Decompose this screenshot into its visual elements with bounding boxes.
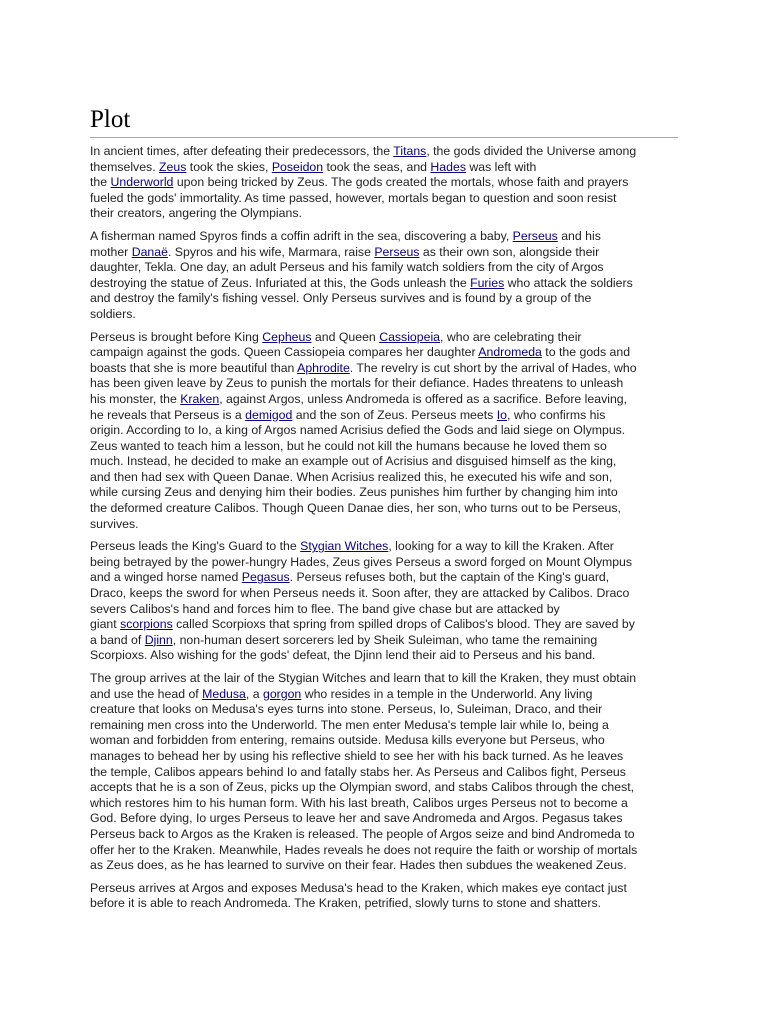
text-run: and use the head of [90,686,203,701]
text-line [90,260,690,276]
text-line [90,881,690,897]
text-run: being betrayed by the power-hungry Hades, Zeus gives Perseus a sword forged on Mount Olympus [90,554,633,569]
article-link[interactable]: Titans [393,144,427,158]
article-link[interactable]: Stygian Witches [300,539,389,554]
article-link[interactable]: Perseus [512,228,558,243]
text-run: a band of [90,632,145,647]
text-line [90,796,690,812]
text-line [90,330,690,346]
text-line [90,206,690,222]
text-line [90,439,690,455]
text-line [90,602,690,618]
text-line [90,144,690,160]
text-run: before it is able to reach Andromeda. The Kraken, petrified, slowly turns to stone and shatters. [90,896,602,911]
text-run: Scorpioxs. Also wishing for the gods' defeat, the Djinn lend their aid to Perseus and his band. [90,648,596,663]
text-line [90,175,690,191]
text-run: In ancient times, after defeating their predecessors, the [90,144,394,158]
text-run: manages to behead her by using his reflective shield to see her with his back turned. As he leaves [90,748,624,763]
article-link[interactable]: Cassiopeia [379,329,441,344]
text-line [90,376,690,392]
article-link[interactable]: gorgon [262,686,302,701]
text-run: and destroy the family's fishing vessel. Only Perseus survives and is found by a group of the [90,291,592,306]
text-run: while cursing Zeus and denying him their bodies. Zeus punishes him further by changing him into [90,485,618,500]
article-link[interactable]: Djinn [144,632,173,647]
text-line [90,361,690,377]
text-run: Zeus wanted to teach him a lesson, but he could not kill the humans because he loved them so [90,438,607,453]
text-run: woman and forbidden from entering, remains outside. Medusa kills everyone but Perseus, who [90,733,605,748]
text-run: boasts that she is more beautiful than [90,360,298,375]
text-run: , against Argos, unless Andromeda is offered as a sacrifice. Before leaving, [219,391,628,406]
text-run: Perseus leads the King's Guard to the [90,539,301,554]
text-line [90,408,690,424]
article-link[interactable]: Aphrodite [297,360,350,375]
text-run: . Perseus refuses both, but the captain of the King's guard, [289,570,610,585]
text-run: has been given leave by Zeus to punish the mortals for their defiance. Hades threatens to unleash [90,376,624,391]
text-run: he reveals that Perseus is a [90,407,246,422]
article-link[interactable]: scorpions [120,617,173,632]
text-run: took the seas, and [323,159,431,174]
text-line [90,485,690,501]
text-line [90,687,690,703]
text-run: giant [90,617,121,632]
text-line [90,733,690,749]
text-line [90,858,690,874]
article-link[interactable]: Cepheus [262,329,312,344]
text-run: Draco, keeps the sword for when Perseus needs it. Soon after, they are attacked by Calibos. Draco [90,586,630,601]
text-line [90,702,690,718]
text-run: fueled the gods' immortality. As time passed, however, mortals began to question and soon resist [90,190,617,205]
text-line [90,470,690,486]
text-run: called Scorpioxs that spring from spilled drops of Calibos's blood. They are saved by [172,617,635,632]
text-line [90,586,690,602]
text-line [90,570,690,586]
article-link[interactable]: Kraken [180,391,220,406]
text-run: his monster, the [90,391,181,406]
text-run: , looking for a way to kill the Kraken. After [388,539,614,554]
article-link[interactable]: Hades [430,159,466,174]
text-line [90,160,690,176]
paragraph [90,671,690,874]
text-run: was left with [465,159,537,174]
paragraph [90,229,690,323]
text-run: accepts that he is a son of Zeus, picks up the Olympian sword, and stabs Calibos through the chest, [90,780,635,795]
text-run: Perseus is brought before King [90,329,263,344]
text-run: and then had sex with Queen Danae. When Acrisius realized this, he executed his wife and son, [90,469,613,484]
text-run: as their own son, alongside their [419,244,600,259]
article-link[interactable]: Danaë [131,244,168,259]
text-run: , who are celebrating their [440,329,582,344]
text-run: creature that looks on Medusa's eyes turns into stone. Perseus, Io, Suleiman, Draco, and their [90,702,603,717]
text-run: much. Instead, he decided to make an example out of Acrisius and disguised himself as the king, [90,454,617,469]
text-run: survives. [90,516,139,531]
text-line [90,345,690,361]
text-line [90,245,690,261]
text-run: , the gods divided the Universe among [426,144,637,158]
text-run: Perseus back to Argos as the Kraken is released. The people of Argos seize and bind Andromeda to [90,826,635,841]
text-run: origin. According to Io, a king of Argos named Acrisius defied the Gods and laid siege on Olympus. [90,423,626,438]
text-run: The group arrives at the lair of the Stygian Witches and learn that to kill the Kraken, they must obtain [90,671,637,685]
text-run: and his [557,228,601,243]
paragraph [90,539,690,664]
text-line [90,633,690,649]
text-line [90,896,690,912]
text-run: . Spyros and his wife, Marmara, raise [167,244,375,259]
text-run: mother [90,244,132,259]
text-run: campaign against the gods. Queen Cassiopeia compares her daughter [90,345,479,360]
text-line [90,276,690,292]
text-run: and the son of Zeus. Perseus meets [292,407,497,422]
article-link[interactable]: Underworld [110,175,174,190]
text-run: daughter, Tekla. One day, an adult Perseus and his family watch soldiers from the city of Argos [90,260,604,275]
text-line [90,539,690,555]
text-line [90,229,690,245]
text-line [90,648,690,664]
article-link[interactable]: Poseidon [271,159,324,174]
article-link[interactable]: Io [496,407,507,422]
text-line [90,307,690,323]
text-line [90,517,690,533]
text-line [90,501,690,517]
section-heading: Plot [90,105,678,138]
text-run: offer her to the Kraken. Meanwhile, Hades reveals he does not require the faith or worship of mortals [90,842,638,857]
article-link[interactable]: Zeus [159,159,187,174]
article-body [90,144,690,919]
text-line [90,749,690,765]
text-line [90,392,690,408]
text-run: , a [245,686,263,701]
text-run: who attack the soldiers [504,275,633,290]
text-run: the deformed creature Calibos. Though Queen Danae dies, her son, who turns out to be Perseus, [90,501,621,516]
text-run: themselves. [90,159,160,174]
article-link[interactable]: Furies [470,275,505,290]
text-run: who resides in a temple in the Underworld. Any living [301,686,593,701]
text-line [90,811,690,827]
text-run: which restores him to his human form. With his last breath, Calibos urges Perseus not to become a [90,795,628,810]
text-run: destroying the statue of Zeus. Infuriated at this, the Gods unleash the [90,275,471,290]
text-line [90,454,690,470]
text-run: God. Before dying, Io urges Perseus to leave her and save Andromeda and Argos. Pegasus takes [90,811,623,826]
text-line [90,765,690,781]
text-line [90,191,690,207]
text-run: A fisherman named Spyros finds a coffin adrift in the sea, discovering a baby, [90,228,513,243]
text-run: soldiers. [90,306,136,321]
paragraph [90,144,690,222]
article-link[interactable]: Perseus [374,244,420,259]
text-run: , non-human desert sorcerers led by Sheik Suleiman, who tame the remaining [172,632,598,647]
paragraph [90,881,690,912]
article-link[interactable]: Medusa [202,686,246,701]
article-link[interactable]: Pegasus [241,570,290,585]
text-line [90,718,690,734]
paragraph [90,330,690,533]
text-run: as Zeus does, as he has learned to survive on their fear. Hades then subdues the weakened Zeus. [90,858,627,873]
text-line [90,780,690,796]
text-run: and Queen [311,329,380,344]
text-line [90,291,690,307]
text-line [90,423,690,439]
text-run: remaining men cross into the Underworld. The men enter Medusa's temple lair while Io, being a [90,717,609,732]
text-line [90,827,690,843]
text-run: to the gods and [541,345,631,360]
text-run: the temple, Calibos appears behind Io and fatally stabs her. As Perseus and Calibos fight, Perseus [90,764,626,779]
text-run: , who confirms his [507,407,606,422]
text-run: Perseus arrives at Argos and exposes Medusa's head to the Kraken, which makes eye contact just [90,880,627,895]
text-line [90,671,690,687]
text-line [90,617,690,633]
article-link[interactable]: Andromeda [478,345,542,360]
text-run: . The revelry is cut short by the arrival of Hades, who [349,360,637,375]
text-run: their creators, angering the Olympians. [90,206,302,221]
text-line [90,843,690,859]
text-run: severs Calibos's hand and forces him to flee. The band give chase but are attacked by [90,601,560,616]
text-run: the [90,175,111,190]
text-run: upon being tricked by Zeus. The gods created the mortals, whose faith and prayers [173,175,629,190]
text-run: took the skies, [186,159,272,174]
text-line [90,555,690,571]
text-run: and a winged horse named [90,570,242,585]
article-link[interactable]: demigod [245,407,293,422]
